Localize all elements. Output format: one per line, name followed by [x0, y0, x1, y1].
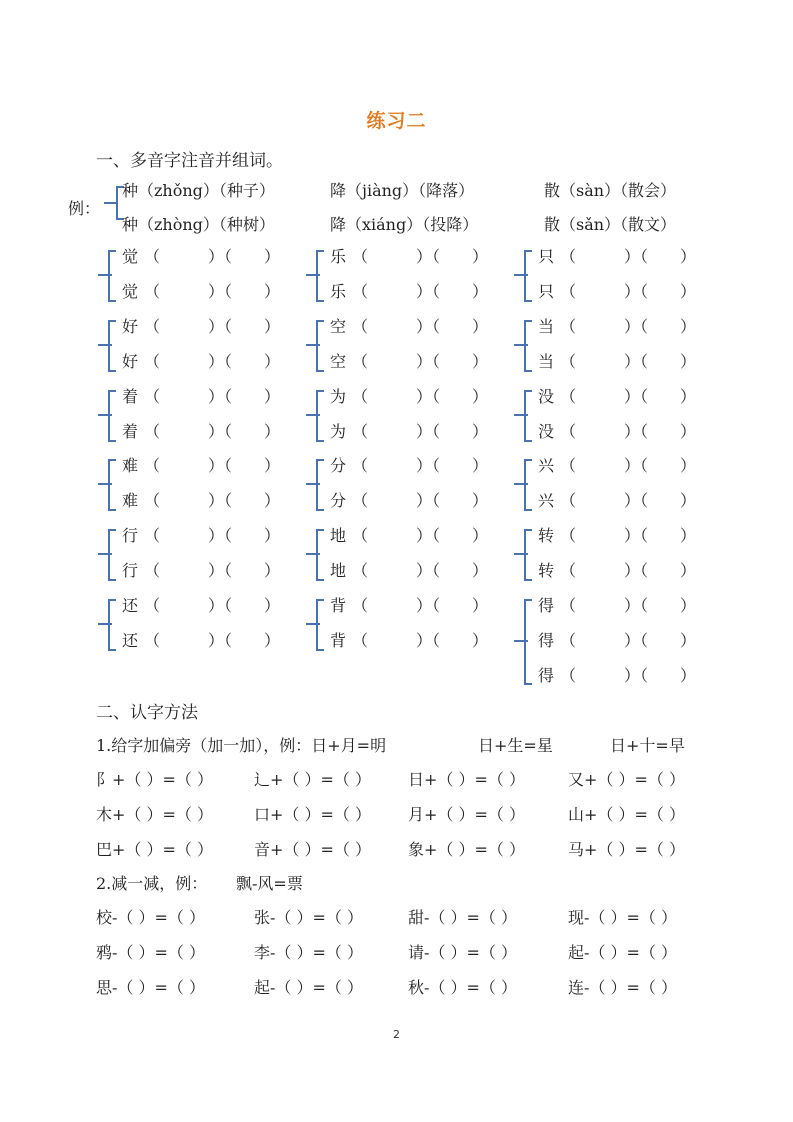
polyphone-char: 转 [538, 526, 555, 545]
subtract-part-item[interactable]: 校-（ ）=（ ） [96, 908, 205, 927]
group-bracket-icon [524, 320, 532, 372]
group-bracket-stub-icon [98, 483, 112, 485]
group-bracket-stub-icon [514, 344, 528, 346]
polyphone-entry [122, 279, 280, 302]
group-bracket-icon [108, 390, 116, 442]
polyphone-char: 好 [122, 352, 139, 371]
group-bracket-icon [316, 320, 324, 372]
subtract-part-item[interactable]: 秋-（ ）=（ ） [408, 978, 517, 997]
group-bracket-icon [108, 459, 116, 511]
part1-example-2: 日+生=星 [478, 736, 553, 755]
polyphone-entry [122, 419, 280, 442]
polyphone-entry [538, 453, 696, 476]
polyphone-char: 乐 [330, 247, 347, 266]
polyphone-char: 兴 [538, 456, 555, 475]
add-radical-item[interactable]: 木+（ ）=（ ） [96, 805, 213, 824]
group-bracket-stub-icon [306, 483, 320, 485]
polyphone-entry [122, 349, 280, 372]
answer-blanks[interactable]: （ ）（ ） [560, 282, 697, 301]
group-bracket-stub-icon [514, 553, 528, 555]
page-number: 2 [393, 1028, 400, 1041]
answer-blanks[interactable]: （ ）（ ） [144, 247, 281, 266]
part2-example: 飘-风=票 [236, 874, 303, 893]
answer-blanks[interactable]: （ ）（ ） [144, 282, 281, 301]
group-bracket-icon [108, 250, 116, 302]
polyphone-entry [122, 523, 280, 546]
add-radical-item[interactable]: 象+（ ）=（ ） [408, 840, 525, 859]
group-bracket-icon [524, 459, 532, 511]
answer-blanks[interactable]: （ ）（ ） [560, 317, 697, 336]
polyphone-char: 乐 [330, 282, 347, 301]
polyphone-entry [330, 419, 488, 442]
group-bracket-icon [108, 529, 116, 581]
polyphone-entry [330, 279, 488, 302]
group-bracket-stub-icon [514, 640, 528, 642]
group-bracket-icon [524, 250, 532, 302]
polyphone-entry [538, 314, 696, 337]
polyphone-char: 背 [330, 596, 347, 615]
polyphone-entry [538, 558, 696, 581]
add-radical-item[interactable]: 辶+（ ）=（ ） [254, 770, 371, 789]
polyphone-char: 没 [538, 387, 555, 406]
add-radical-item[interactable]: 巴+（ ）=（ ） [96, 840, 213, 859]
polyphone-char: 难 [122, 456, 139, 475]
polyphone-char: 还 [122, 631, 139, 650]
page-title: 练习二 [366, 110, 427, 132]
polyphone-char: 转 [538, 561, 555, 580]
answer-blanks[interactable]: （ ）（ ） [352, 596, 489, 615]
group-bracket-stub-icon [98, 553, 112, 555]
polyphone-entry [538, 628, 696, 651]
group-bracket-stub-icon [98, 623, 112, 625]
example-bracket-stub-icon [104, 202, 118, 204]
add-radical-item[interactable]: 音+（ ）=（ ） [254, 840, 371, 859]
example-line-1-col2: 降（jiàng）（降落） [330, 181, 475, 200]
subtract-part-item[interactable]: 起-（ ）=（ ） [568, 943, 677, 962]
group-bracket-stub-icon [306, 553, 320, 555]
polyphone-char: 只 [538, 247, 555, 266]
add-radical-item[interactable]: 月+（ ）=（ ） [408, 805, 525, 824]
polyphone-char: 得 [538, 631, 555, 650]
answer-blanks[interactable]: （ ）（ ） [352, 456, 489, 475]
polyphone-char: 难 [122, 491, 139, 510]
polyphone-char: 觉 [122, 247, 139, 266]
subtract-part-item[interactable]: 连-（ ）=（ ） [568, 978, 677, 997]
answer-blanks[interactable]: （ ）（ ） [144, 317, 281, 336]
polyphone-char: 地 [330, 561, 347, 580]
polyphone-char: 只 [538, 282, 555, 301]
group-bracket-icon [316, 459, 324, 511]
polyphone-char: 行 [122, 526, 139, 545]
polyphone-char: 当 [538, 317, 555, 336]
polyphone-entry [330, 628, 488, 651]
part2-heading: 2.减一减，例： [96, 874, 208, 893]
answer-blanks[interactable]: （ ）（ ） [560, 422, 697, 441]
example-label: 例： [68, 199, 101, 218]
polyphone-entry [538, 593, 696, 616]
polyphone-char: 着 [122, 422, 139, 441]
polyphone-entry [330, 488, 488, 511]
subtract-part-item[interactable]: 现-（ ）=（ ） [568, 908, 677, 927]
polyphone-entry [122, 314, 280, 337]
answer-blanks[interactable]: （ ）（ ） [144, 352, 281, 371]
polyphone-entry [538, 523, 696, 546]
polyphone-entry [538, 419, 696, 442]
polyphone-entry [330, 593, 488, 616]
polyphone-entry [122, 244, 280, 267]
polyphone-entry [538, 488, 696, 511]
example-line-2-col1: 种（zhòng）（种树） [122, 215, 275, 234]
polyphone-entry [122, 488, 280, 511]
group-bracket-stub-icon [514, 414, 528, 416]
polyphone-char: 觉 [122, 282, 139, 301]
polyphone-entry [122, 384, 280, 407]
group-bracket-icon [316, 250, 324, 302]
polyphone-char: 得 [538, 666, 555, 685]
group-bracket-stub-icon [98, 344, 112, 346]
polyphone-char: 空 [330, 317, 347, 336]
polyphone-entry [122, 558, 280, 581]
group-bracket-icon [524, 390, 532, 442]
answer-blanks[interactable]: （ ）（ ） [560, 491, 697, 510]
answer-blanks[interactable]: （ ）（ ） [352, 526, 489, 545]
polyphone-entry [330, 558, 488, 581]
polyphone-entry [538, 349, 696, 372]
polyphone-entry [330, 523, 488, 546]
group-bracket-icon [316, 599, 324, 651]
polyphone-char: 分 [330, 456, 347, 475]
group-bracket-icon [524, 529, 532, 581]
answer-blanks[interactable]: （ ）（ ） [144, 561, 281, 580]
group-bracket-stub-icon [514, 274, 528, 276]
polyphone-char: 好 [122, 317, 139, 336]
answer-blanks[interactable]: （ ）（ ） [144, 596, 281, 615]
example-line-2-col3: 散（sǎn）（散文） [544, 215, 677, 234]
answer-blanks[interactable]: （ ）（ ） [352, 317, 489, 336]
section1-heading: 一、多音字注音并组词。 [96, 151, 283, 171]
polyphone-char: 地 [330, 526, 347, 545]
add-radical-item[interactable]: 又+（ ）=（ ） [568, 770, 685, 789]
part1-example-3: 日+十=早 [610, 736, 685, 755]
polyphone-entry [330, 244, 488, 267]
answer-blanks[interactable]: （ ）（ ） [144, 526, 281, 545]
polyphone-char: 为 [330, 387, 347, 406]
answer-blanks[interactable]: （ ）（ ） [352, 631, 489, 650]
polyphone-char: 着 [122, 387, 139, 406]
polyphone-entry [122, 628, 280, 651]
answer-blanks[interactable]: （ ）（ ） [144, 422, 281, 441]
answer-blanks[interactable]: （ ）（ ） [560, 561, 697, 580]
subtract-part-item[interactable]: 思-（ ）=（ ） [96, 978, 205, 997]
polyphone-entry [122, 593, 280, 616]
polyphone-char: 没 [538, 422, 555, 441]
polyphone-entry [538, 663, 696, 686]
answer-blanks[interactable]: （ ）（ ） [560, 387, 697, 406]
polyphone-char: 背 [330, 631, 347, 650]
polyphone-entry [122, 453, 280, 476]
polyphone-char: 兴 [538, 491, 555, 510]
polyphone-entry [538, 384, 696, 407]
polyphone-char: 当 [538, 352, 555, 371]
add-radical-item[interactable]: 阝+（ ）=（ ） [96, 770, 213, 789]
answer-blanks[interactable]: （ ）（ ） [560, 352, 697, 371]
polyphone-char: 空 [330, 352, 347, 371]
example-line-2-col2: 降（xiáng）（投降） [330, 215, 479, 234]
answer-blanks[interactable]: （ ）（ ） [352, 491, 489, 510]
answer-blanks[interactable]: （ ）（ ） [560, 631, 697, 650]
example-line-1-col3: 散（sàn）（散会） [544, 181, 677, 200]
add-radical-item[interactable]: 日+（ ）=（ ） [408, 770, 525, 789]
polyphone-char: 行 [122, 561, 139, 580]
subtract-part-item[interactable]: 请-（ ）=（ ） [408, 943, 517, 962]
answer-blanks[interactable]: （ ）（ ） [352, 352, 489, 371]
polyphone-char: 还 [122, 596, 139, 615]
answer-blanks[interactable]: （ ）（ ） [352, 247, 489, 266]
answer-blanks[interactable]: （ ）（ ） [560, 526, 697, 545]
answer-blanks[interactable]: （ ）（ ） [560, 247, 697, 266]
polyphone-entry [330, 384, 488, 407]
group-bracket-stub-icon [306, 344, 320, 346]
group-bracket-icon [108, 599, 116, 651]
group-bracket-icon [524, 599, 532, 685]
polyphone-char: 为 [330, 422, 347, 441]
subtract-part-item[interactable]: 李-（ ）=（ ） [254, 943, 363, 962]
polyphone-entry [538, 244, 696, 267]
answer-blanks[interactable]: （ ）（ ） [352, 387, 489, 406]
polyphone-entry [330, 314, 488, 337]
polyphone-entry [330, 453, 488, 476]
section2-heading: 二、认字方法 [96, 703, 198, 723]
group-bracket-stub-icon [306, 623, 320, 625]
answer-blanks[interactable]: （ ）（ ） [144, 387, 281, 406]
group-bracket-icon [316, 529, 324, 581]
group-bracket-icon [316, 390, 324, 442]
group-bracket-icon [108, 320, 116, 372]
group-bracket-stub-icon [98, 274, 112, 276]
polyphone-char: 分 [330, 491, 347, 510]
add-radical-item[interactable]: 口+（ ）=（ ） [254, 805, 371, 824]
group-bracket-stub-icon [306, 414, 320, 416]
add-radical-item[interactable]: 山+（ ）=（ ） [568, 805, 685, 824]
example-line-1-col1: 种（zhǒng）（种子） [122, 181, 275, 200]
polyphone-char: 得 [538, 596, 555, 615]
polyphone-entry [538, 279, 696, 302]
polyphone-entry [330, 349, 488, 372]
answer-blanks[interactable]: （ ）（ ） [144, 631, 281, 650]
group-bracket-stub-icon [514, 483, 528, 485]
answer-blanks[interactable]: （ ）（ ） [352, 561, 489, 580]
group-bracket-stub-icon [306, 274, 320, 276]
subtract-part-item[interactable]: 甜-（ ）=（ ） [408, 908, 517, 927]
part1-heading: 1.给字加偏旁（加一加），例：日+月=明 [96, 736, 387, 755]
answer-blanks[interactable]: （ ）（ ） [560, 596, 697, 615]
answer-blanks[interactable]: （ ）（ ） [144, 456, 281, 475]
answer-blanks[interactable]: （ ）（ ） [352, 282, 489, 301]
answer-blanks[interactable]: （ ）（ ） [144, 491, 281, 510]
group-bracket-stub-icon [98, 414, 112, 416]
answer-blanks[interactable]: （ ）（ ） [352, 422, 489, 441]
add-radical-item[interactable]: 马+（ ）=（ ） [568, 840, 685, 859]
subtract-part-item[interactable]: 起-（ ）=（ ） [254, 978, 363, 997]
answer-blanks[interactable]: （ ）（ ） [560, 456, 697, 475]
subtract-part-item[interactable]: 张-（ ）=（ ） [254, 908, 363, 927]
subtract-part-item[interactable]: 鸦-（ ）=（ ） [96, 943, 205, 962]
answer-blanks[interactable]: （ ）（ ） [560, 666, 697, 685]
